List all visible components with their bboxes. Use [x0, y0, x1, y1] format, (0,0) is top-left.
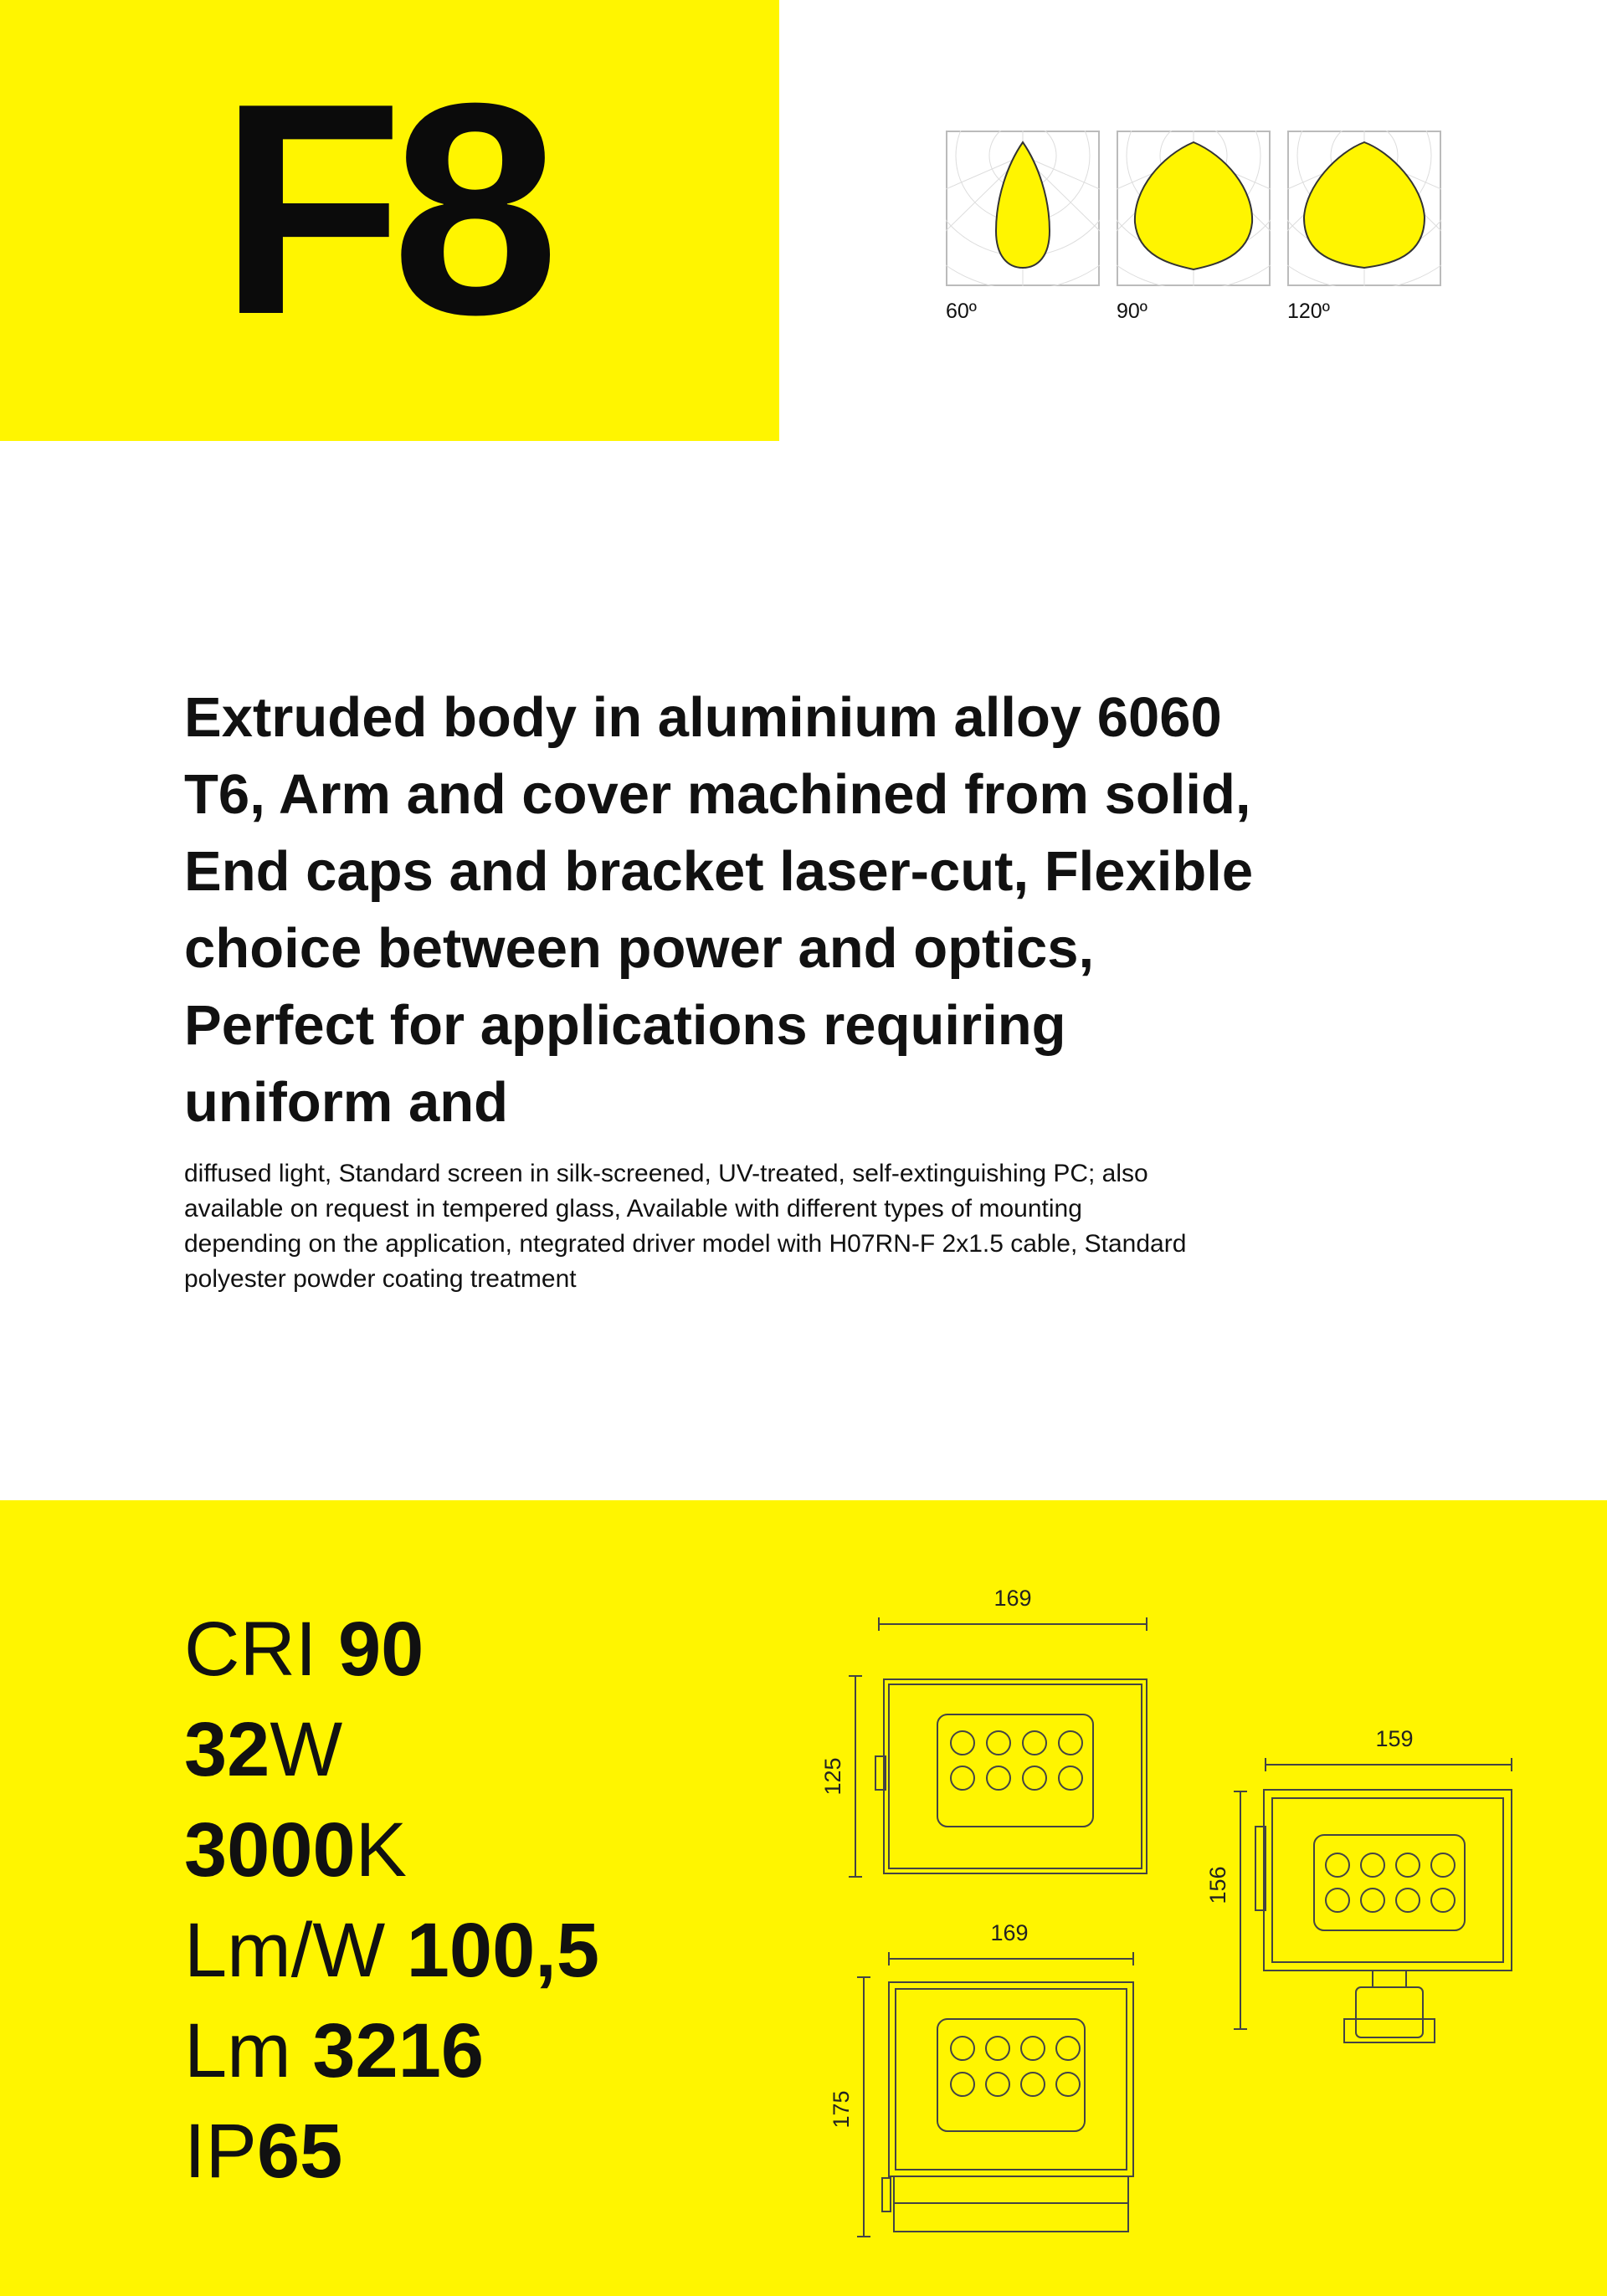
front-height-label: 125 [820, 1757, 845, 1796]
beam-label-120: 120º [1287, 300, 1330, 323]
spec-color-temp: 3000K [184, 1807, 408, 1893]
description-headline: Extruded body in aluminium alloy 6060 T6, Arm and cover machined from solid, End caps and bracket laser-cut, Flexible choice between power and optics, Perfect for applications requiring uniform and [184, 686, 1254, 1134]
bottom-height-label: 175 [829, 2090, 854, 2129]
bottom-view-drawing [812, 1894, 1163, 2262]
side-width-label: 159 [1375, 1726, 1414, 1751]
side-height-label: 156 [1205, 1866, 1230, 1904]
spec-list [184, 1599, 599, 2201]
spec-ip-rating: IP65 [184, 2109, 343, 2194]
photometric-curve-60 [946, 131, 1100, 286]
hero-panel [0, 0, 779, 441]
beam-label-90: 90º [1117, 300, 1147, 323]
spec-efficacy: Lm/W 100,5 [184, 1908, 599, 1993]
spec-cri: CRI 90 [184, 1607, 424, 1692]
front-width-label: 169 [993, 1586, 1032, 1611]
spec-power: 32W [184, 1707, 343, 1792]
photometric-curve-120 [1287, 131, 1441, 286]
front-view-drawing [812, 1559, 1163, 1910]
bottom-width-label: 169 [990, 1920, 1029, 1945]
side-view-drawing [1197, 1718, 1532, 2053]
beam-label-60: 60º [946, 300, 977, 323]
description-body: diffused light, Standard screen in silk-screened, UV-treated, self-extinguishing PC; also available on request in tempered glass, Available with different types of mounting depending on the application, ntegrated driver model with H07RN-F 2x1.5 cable, Standard polyester powder coating treatment [184, 1160, 1187, 1293]
photometric-curve-90 [1117, 131, 1271, 286]
spec-lumens: Lm 3216 [184, 2008, 485, 2094]
model-name: F8 [219, 41, 548, 377]
spec-panel [0, 1500, 1607, 2296]
